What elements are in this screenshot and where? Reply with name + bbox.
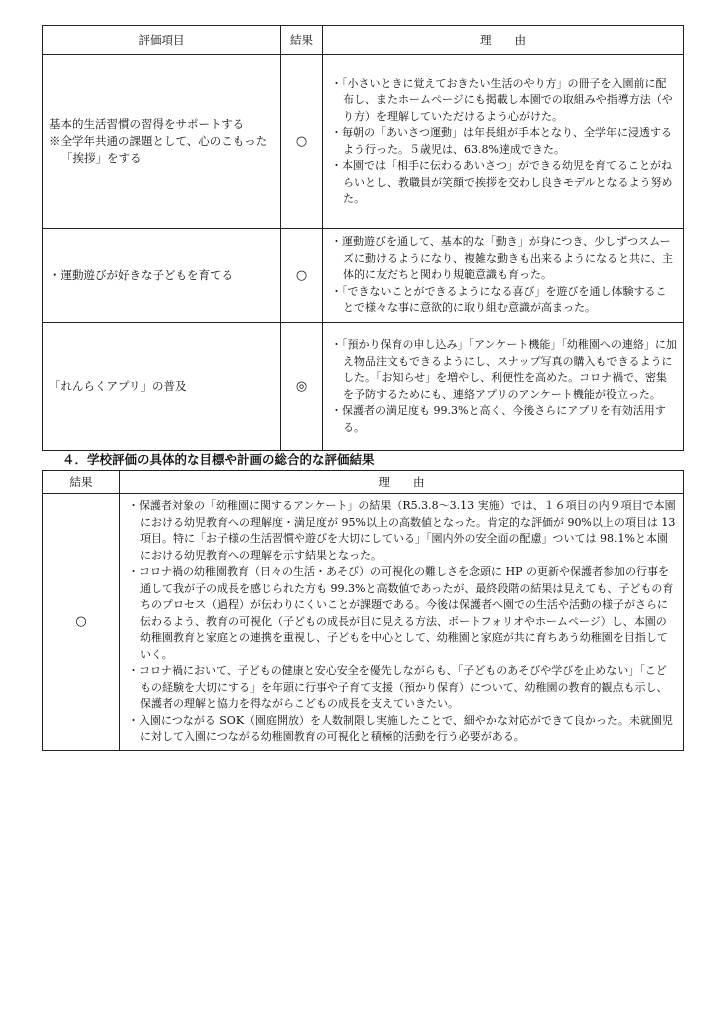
summary-table-header: [43, 471, 684, 494]
result-mark: ◎: [281, 323, 323, 451]
header-result: 結果: [281, 26, 323, 55]
evaluation-table: [42, 25, 684, 451]
reason-cell: [120, 494, 684, 751]
header-item: 評価項目: [43, 26, 281, 55]
reason-bullet: ・保護者の満足度も 99.3%と高く、今後さらにアプリを有効活用する。: [331, 404, 666, 434]
item-text: 「れんらくアプリ」の普及: [49, 379, 187, 393]
reason-bullet: ・「できないことができるようになる喜び」を遊びを通し体験することで様々な事に意欲的に取り組む意識が高まった。: [331, 284, 667, 315]
reason-bullet: ・コロナ禍の幼稚園教育（日々の生活・あそび）の可視化の難しさを念頭に HP の更新や保護者参加の行事を通して我が子の成長を感じられた方も 99.3%と高数値であったが、最終段階の結果は見えても、子どもの育ちのプロセス（過程）が伝わりにくいことが課題である。今後は保護者へ園での生活や活動の様子がさらに伝わるよう、教育の可視化（子どもの成長が目に見える方法、ポートフォリオやホームページ）し、本園の幼稚園教育と家庭との連携を重視し、子どもを中心として、幼稚園と家庭が共に育ちあう幼稚園を目指していく。: [128, 565, 674, 661]
item-cell: [43, 55, 281, 229]
result-mark: ○: [43, 494, 120, 751]
header-result: 結果: [43, 471, 120, 494]
item-cell: [43, 229, 281, 323]
evaluation-table-header: [43, 26, 684, 55]
table-row: [43, 323, 684, 451]
header-reason: 理 由: [323, 26, 684, 55]
section-heading: ４．学校評価の具体的な目標や計画の総合的な評価結果: [62, 452, 375, 467]
result-mark: ○: [281, 229, 323, 323]
table-row: [43, 55, 684, 229]
item-cell: [43, 323, 281, 451]
reason-bullet: ・コロナ禍において、子どもの健康と安心安全を優先しながらも、「子どものあそびや学びを止めない」「こどもの経験を大切にする」を年頭に行事や子育て支援（預かり保育）について、幼稚園の教育的観点も示し、保護者の理解と協力を得ながらこどもの成長を支えていきたい。: [128, 664, 668, 710]
reason-cell: [323, 55, 684, 229]
reason-bullet: ・保護者対象の「幼稚園に関するアンケート」の結果（R5.3.8～3.13 実施）では、１６項目の内９項目で本園における幼児教育への理解度・満足度が 95%以上の高数値となった。肯定的な評価が 90%以上の項目は 13 項目。特に「お子様の生活習慣や遊びを大切にしている」「園内外の安全面の配慮」ついては 98.1%と本園における幼児教育への理解を示す結果となった。: [128, 499, 676, 562]
item-text: 基本的生活習慣の習得をサポートする: [49, 117, 245, 131]
reason-bullet: ・「預かり保育の申し込み」「アンケート機能」「幼稚園への連絡」に加え物品注文もできるようにし、スナップ写真の購入もできるようにした。「お知らせ」を増やし、利便性を高めた。コロナ禍で、密集を予防するためにも、連絡アプリのアンケート機能が役立った。: [331, 338, 677, 401]
result-mark: ○: [281, 55, 323, 229]
item-note: ※全学年共通の課題として、心のこもった「挨拶」をする: [49, 134, 268, 165]
item-text: ・運動遊びが好きな子どもを育てる: [49, 268, 233, 282]
reason-bullet: ・入園につながる SOK（園庭開放）を人数制限し実施したことで、細やかな対応ができて良かった。未就園児に対して入園につながる幼稚園教育の可視化と積極的活動を行う必要がある。: [128, 713, 673, 743]
reason-bullet: ・毎朝の「あいさつ運動」は年長組が手本となり、全学年に浸透するよう行った。５歳児は、63.8%達成できた。: [331, 126, 672, 156]
table-row: [43, 229, 684, 323]
reason-bullet: ・「小さいときに覚えておきたい生活のやり方」の冊子を入園前に配布し、またホームページにも掲載し本園での取組みや指導方法（やり方）を理解していただけるよう心がけた。: [331, 76, 673, 123]
table-row: [43, 494, 684, 751]
reason-cell: [323, 323, 684, 451]
reason-bullet: ・本園では「相手に伝わるあいさつ」ができる幼児を育てることがねらいとし、教職員が笑顔で挨拶を交わし良きモデルとなるよう努めた。: [331, 159, 673, 205]
reason-bullet: ・運動遊びを通して、基本的な「動き」が身につき、少しずつスムーズに動けるようになり、複雑な動きも出来るようになると共に、主体的に友だちと関わり規範意識も育った。: [331, 235, 673, 282]
header-reason: 理 由: [120, 471, 684, 494]
reason-cell: [323, 229, 684, 323]
summary-table: [42, 470, 684, 751]
